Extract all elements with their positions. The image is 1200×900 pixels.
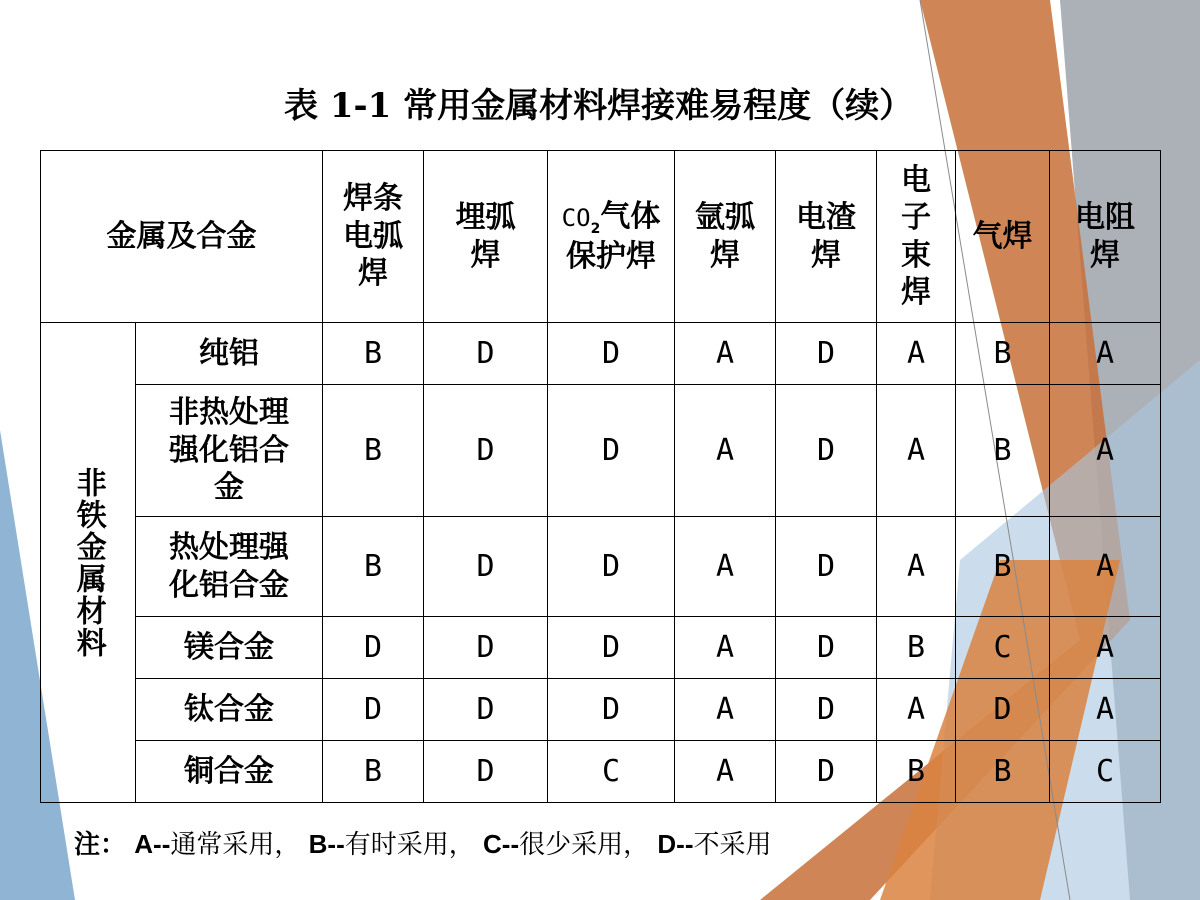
cell-value: D <box>548 679 675 741</box>
note-a-key: A-- <box>134 829 171 859</box>
col-header-4-text: 电渣焊 <box>796 200 856 273</box>
legend-note <box>74 828 874 863</box>
cell-value: A <box>877 385 956 517</box>
cell-value: D <box>424 741 548 803</box>
cell-value: B <box>323 741 424 803</box>
cell-value: A <box>1050 385 1161 517</box>
cell-value: D <box>323 679 424 741</box>
page-title: 表 1-1 常用金属材料焊接难易程度（续） <box>284 86 914 126</box>
note-a-text: 通常采用， <box>170 830 301 860</box>
col-header-0-text: 焊条电弧焊 <box>343 181 403 292</box>
co2-text: CO <box>561 203 591 232</box>
col-header-2-text: 气体保护焊 <box>566 198 661 274</box>
row-name-text: 热处理强化铝合金 <box>169 530 289 603</box>
col-header-2 <box>548 151 675 323</box>
row-name <box>136 385 323 517</box>
cell-value: B <box>956 517 1050 617</box>
col-header-5-text: 电子束焊 <box>901 162 931 310</box>
row-name: 纯铝 <box>136 323 323 385</box>
cell-value: B <box>323 385 424 517</box>
col-header-1 <box>424 151 548 323</box>
col-header-0 <box>323 151 424 323</box>
row-name: 镁合金 <box>136 617 323 679</box>
cell-value: D <box>956 679 1050 741</box>
cell-value: A <box>675 679 776 741</box>
cell-value: A <box>675 323 776 385</box>
cell-value: D <box>424 385 548 517</box>
cell-value: B <box>323 517 424 617</box>
col-header-7-text: 电阻焊 <box>1075 200 1135 273</box>
table-row <box>41 679 1161 741</box>
cell-value: C <box>548 741 675 803</box>
cell-value: A <box>675 741 776 803</box>
cell-value: A <box>877 679 956 741</box>
cell-value: B <box>877 741 956 803</box>
col-header-3 <box>675 151 776 323</box>
col-header-7 <box>1050 151 1161 323</box>
row-name <box>136 517 323 617</box>
row-name: 钛合金 <box>136 679 323 741</box>
cell-value: A <box>675 385 776 517</box>
cell-value: D <box>548 617 675 679</box>
cell-value: A <box>1050 517 1161 617</box>
group-label: 非铁金属材料 <box>70 466 106 659</box>
cell-value: A <box>1050 617 1161 679</box>
cell-value: A <box>877 517 956 617</box>
note-d-text: 不采用 <box>693 830 772 860</box>
cell-value: B <box>323 323 424 385</box>
col-header-3-text: 氩弧焊 <box>695 200 755 273</box>
cell-value: D <box>424 679 548 741</box>
note-b-text: 有时采用， <box>344 830 475 860</box>
col-header-6-text: 气焊 <box>972 218 1033 254</box>
table-row <box>41 323 1161 385</box>
cell-value: D <box>776 679 877 741</box>
cell-value: D <box>548 517 675 617</box>
cell-value: B <box>877 617 956 679</box>
cell-value: A <box>675 617 776 679</box>
cell-value: A <box>877 323 956 385</box>
note-b-key: B-- <box>308 829 345 859</box>
cell-value: D <box>424 323 548 385</box>
note-c-key: C-- <box>483 829 520 859</box>
row-name: 铜合金 <box>136 741 323 803</box>
cell-value: A <box>1050 679 1161 741</box>
cell-value: A <box>675 517 776 617</box>
cell-value: D <box>776 741 877 803</box>
note-d-key: D-- <box>657 829 694 859</box>
group-label-cell <box>41 323 136 803</box>
cell-value: B <box>956 385 1050 517</box>
note-prefix: 注： <box>74 830 127 860</box>
table-row <box>41 617 1161 679</box>
col-header-6 <box>956 151 1050 323</box>
co2-label <box>561 199 601 237</box>
table-row <box>41 517 1161 617</box>
cell-value: D <box>776 517 877 617</box>
cell-value: A <box>1050 323 1161 385</box>
cell-value: C <box>956 617 1050 679</box>
co2-subscript: 2 <box>590 220 601 237</box>
cell-value: D <box>548 323 675 385</box>
cell-value: B <box>956 323 1050 385</box>
col-header-4 <box>776 151 877 323</box>
cell-value: D <box>776 385 877 517</box>
welding-table <box>40 150 1161 803</box>
cell-value: D <box>776 323 877 385</box>
cell-value: D <box>424 517 548 617</box>
table-row <box>41 741 1161 803</box>
cell-value: D <box>776 617 877 679</box>
table-row <box>41 385 1161 517</box>
note-c-text: 很少采用， <box>519 830 650 860</box>
cell-value: C <box>1050 741 1161 803</box>
header-corner: 金属及合金 <box>41 151 323 323</box>
row-name-text: 非热处理强化铝合金 <box>169 395 289 506</box>
cell-value: D <box>548 385 675 517</box>
cell-value: B <box>956 741 1050 803</box>
cell-value: D <box>424 617 548 679</box>
col-header-1-text: 埋弧焊 <box>455 200 516 273</box>
col-header-5 <box>877 151 956 323</box>
cell-value: D <box>323 617 424 679</box>
